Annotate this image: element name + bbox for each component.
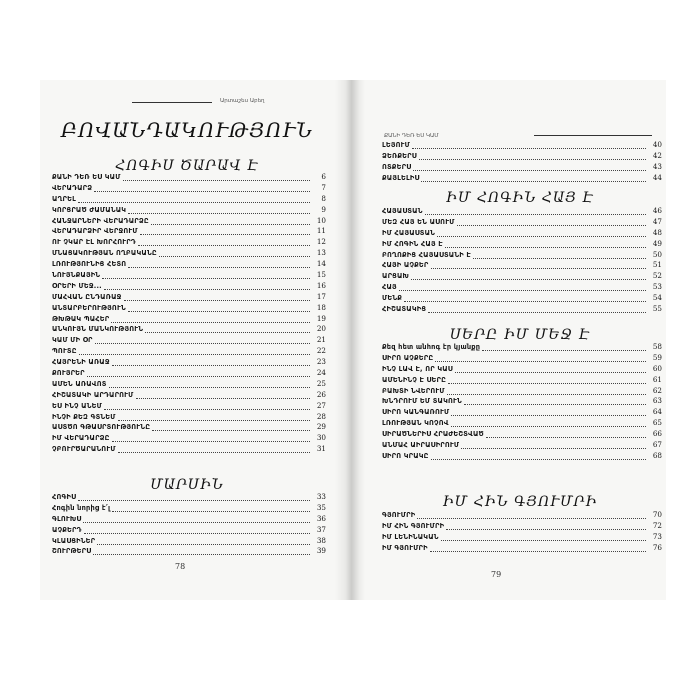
toc-dot-leader (79, 352, 310, 355)
toc-dot-leader (451, 424, 646, 427)
toc-dot-leader (399, 288, 646, 291)
toc-entry-title: ԿՈՐՑՐԱԾ ԺԱՄԱՆԱԿ (52, 205, 127, 214)
toc-entry (382, 451, 662, 462)
section-title-im-hin-gyumri: ԻՄ ՀԻՆ ԳՅՈՒՄՐԻ (442, 494, 598, 510)
toc-entry-title: ՄԵՆՔ (382, 294, 403, 303)
page-number-left: 78 (175, 562, 186, 571)
running-head-book-title: ՔԱՆԻ ԴԵՌ ԵՍ ԿԱՄ (384, 133, 439, 139)
toc-entry (52, 546, 326, 557)
toc-dot-leader (112, 439, 310, 442)
toc-entry-page: 70 (652, 510, 662, 519)
toc-dot-leader (95, 341, 310, 344)
toc-dot-leader (445, 245, 646, 248)
toc-entry (52, 172, 326, 183)
toc-entry (382, 304, 662, 315)
toc-entry-title: ՀԱՅԱՍՏԱՆ (382, 207, 423, 215)
toc-dot-leader (104, 407, 310, 410)
toc-entry (52, 422, 326, 433)
toc-dot-leader (102, 276, 310, 279)
toc-entry-title: ԹԽԹԱԿ ՊԱՀԵՐ (52, 314, 110, 323)
toc-entry-title: ԳՅՈՒՄՐԻ (382, 511, 416, 519)
toc-entry (52, 412, 326, 423)
toc-entry-page: 31 (316, 444, 326, 454)
toc-entry-page: 47 (652, 216, 662, 226)
toc-entry (52, 368, 326, 379)
toc-entry (382, 151, 662, 162)
toc-entry-page: 68 (652, 450, 662, 460)
toc-entry-page: 39 (316, 546, 326, 556)
section-title-im-hogin-hay-e: ԻՄ ՀՈԳԻՆ ՀԱՅ Է (446, 190, 594, 206)
toc-entry (52, 525, 326, 536)
toc-entry (382, 271, 662, 282)
toc-entry-title: ԿԱՄ ՄԻ ՕՐ (52, 336, 93, 345)
toc-dot-leader (87, 374, 310, 377)
toc-entry (382, 250, 662, 261)
toc-entry (52, 357, 326, 368)
toc-entry-page: 26 (316, 389, 326, 399)
toc-entry-page: 7 (321, 182, 326, 192)
toc-entry (52, 536, 326, 547)
toc-entry-page: 67 (652, 440, 662, 450)
toc-entry-page: 18 (316, 302, 326, 312)
toc-entry-page: 30 (316, 433, 326, 443)
toc-entry-page: 44 (652, 172, 662, 182)
toc-entry (382, 407, 662, 418)
toc-entry (52, 303, 326, 314)
toc-entry (382, 440, 662, 451)
toc-entry-page: 43 (652, 161, 662, 171)
toc-list-section-1 (52, 172, 326, 455)
toc-entry-page: 11 (316, 226, 326, 236)
toc-entry-page: 60 (652, 363, 662, 373)
toc-dot-leader (128, 265, 310, 268)
toc-dot-leader (435, 359, 646, 362)
toc-entry-page: 63 (652, 396, 662, 406)
toc-entry-title: ՔՈՒՅՐԵՐ (52, 369, 85, 378)
toc-list-section-2 (52, 492, 326, 557)
toc-entry (382, 206, 662, 217)
toc-entry (382, 342, 662, 353)
toc-entry (52, 492, 326, 503)
toc-dot-leader (93, 552, 310, 555)
toc-entry-title: ԻՄ ՀԻՆ ԳՅՈՒՄՐԻ (382, 521, 445, 530)
toc-entry-page: 20 (316, 324, 326, 334)
toc-entry-page: 6 (321, 172, 326, 181)
toc-dot-leader (109, 385, 311, 388)
toc-entry-title: ՎԵՐԱԴԱՐՁ (52, 183, 93, 192)
toc-dot-leader (151, 222, 310, 225)
toc-entry (382, 375, 662, 386)
toc-entry-title: ԻՄ ԼԵՆԻՆԱԿԱՆ (382, 532, 439, 541)
section-title-marsin: ՄԱՐՍԻՆ (150, 477, 224, 493)
toc-entry-title: ԱՐՑԱԽ (382, 272, 410, 281)
toc-entry-title: ՍԻՐՈ ԿՐԱԿԸ (382, 451, 429, 460)
toc-entry (52, 503, 326, 514)
toc-dot-leader (419, 157, 646, 160)
page-number-right: 79 (491, 570, 502, 579)
toc-entry (52, 205, 326, 216)
toc-entry-title: ԱՆՄԱՀ ԱԻՐԱՍԻՐՈՒՄ (382, 441, 460, 450)
toc-dot-leader (421, 179, 646, 182)
toc-dot-leader (112, 363, 310, 366)
toc-entry-title: ԼՌՈՒԹՅԱՆ ԿՈՉՈՎ (382, 419, 449, 428)
toc-entry-title: ՀԻՇԱՏԱԿԻՑ (382, 305, 427, 314)
toc-entry-page: 24 (316, 368, 326, 378)
toc-entry (382, 228, 662, 239)
toc-entry (52, 346, 326, 357)
toc-entry-title: ՀԱՅ (382, 283, 397, 292)
toc-entry-page: 40 (652, 140, 662, 149)
toc-dot-leader (461, 446, 646, 449)
toc-entry (52, 514, 326, 525)
toc-entry-page: 61 (652, 374, 662, 384)
toc-entry-title: ՀԱՅՐԵՆԻ ԱՌԱՋ (52, 358, 110, 367)
toc-entry (52, 183, 326, 194)
toc-entry-title: ԱՆՏԱՐԲԵՐՈՒԹՅՈՒՆ (52, 303, 126, 312)
toc-dot-leader (128, 309, 310, 312)
toc-entry-page: 48 (652, 227, 662, 237)
toc-entry-page: 13 (316, 248, 326, 258)
toc-dot-leader (425, 212, 646, 215)
toc-entry (382, 239, 662, 250)
toc-dot-leader (430, 549, 646, 552)
toc-entry-title: ԵՍ ԻՆՉ ԱՆԵՄ (52, 401, 103, 410)
toc-entry-page: 62 (652, 385, 662, 395)
toc-entry-title: ԻՄ ԳՅՈՒՄՐԻ (382, 543, 428, 552)
toc-dot-leader (136, 396, 310, 399)
toc-entry-title: ՍԻՐՈ ԱՉՔԵՐԸ (382, 353, 434, 362)
toc-entry-title: ԻՆՉԻ ՔԵԶ ԳՏՆԵՄ (52, 412, 116, 421)
toc-entry (52, 248, 326, 259)
toc-entry (52, 401, 326, 412)
toc-dot-leader (447, 392, 646, 395)
toc-entry-title: ԲԱԽՏԻ ՆՎԵՐՈՒՄ (382, 386, 445, 395)
toc-entry-page: 72 (652, 520, 662, 530)
toc-entry-page: 51 (652, 260, 662, 270)
toc-dot-leader (441, 538, 646, 541)
toc-entry-page: 27 (316, 400, 326, 410)
toc-dot-leader (473, 256, 646, 259)
toc-entry-title: ՊՈՒՏԸ (52, 347, 77, 356)
toc-entry-page: 76 (652, 542, 662, 552)
toc-entry (382, 386, 662, 397)
toc-entry (382, 162, 662, 173)
toc-entry-title: ԿԼԱՍՑԻՆԵՐ (52, 536, 96, 545)
toc-entry-title: ՀԱՅԻ ԱՉՔԵՐ (382, 261, 429, 270)
page-title: ԲՈՎԱՆԴԱԿՈՒԹՅՈՒՆ (61, 118, 313, 142)
toc-entry (382, 140, 662, 151)
toc-dot-leader (464, 402, 646, 405)
toc-entry-title: ԻՄ ՎԵՐԱԴԱՐՁԸ (52, 434, 110, 443)
toc-entry-title: ՔԱՆԻ ԴԵՌ ԵՍ ԿԱՄ (52, 173, 121, 181)
toc-entry-page: 9 (321, 204, 326, 214)
toc-entry-title: ԱՄԵՆ ԱՌԱՎՈՏ (52, 379, 107, 388)
toc-dot-leader (111, 320, 310, 323)
toc-entry-title: ՁԵՌՔԵՐՍ (382, 151, 417, 160)
toc-entry (52, 433, 326, 444)
toc-entry-title: ԻՄ ՀՈԳԻՆ ՀԱՅ Է (382, 239, 443, 248)
toc-entry (382, 353, 662, 364)
toc-entry-title: ԽՆԴՐՈՒՄ ԵՄ ՏԱԿՈՒՆ (382, 397, 462, 406)
toc-entry-page: 65 (652, 418, 662, 428)
toc-entry-page: 53 (652, 282, 662, 292)
toc-dot-leader (417, 516, 646, 519)
toc-entry-title: ՈՏՔԵՐՍ (382, 162, 412, 171)
toc-entry-page: 10 (316, 215, 326, 225)
toc-entry-page: 42 (652, 150, 662, 160)
toc-entry (382, 418, 662, 429)
toc-dot-leader (159, 254, 310, 257)
toc-entry (382, 429, 662, 440)
toc-dot-leader (413, 168, 646, 171)
toc-dot-leader (412, 146, 646, 149)
toc-entry-page: 52 (652, 271, 662, 281)
toc-dot-leader (123, 178, 310, 181)
toc-dot-leader (94, 189, 310, 192)
toc-entry (382, 510, 662, 521)
toc-entry-page: 25 (316, 378, 326, 388)
toc-entry-title: ԱՆԿՈՒՅՆ ՄԱՆԿՈՒԹՅՈՒՆ (52, 325, 144, 334)
toc-entry-title: ՆՈՒՅՆՔԱՅԻՆ (52, 271, 101, 280)
toc-entry-page: 15 (316, 270, 326, 280)
toc-entry-page: 73 (652, 531, 662, 541)
toc-entry (382, 293, 662, 304)
toc-dot-leader (112, 509, 310, 512)
toc-entry-title: ԱՄԵՆԻՆՉ Է ՍԵՐԸ (382, 375, 447, 384)
toc-entry-title: ԼԵՅՈՒՄ (382, 141, 410, 149)
toc-entry (52, 270, 326, 281)
toc-dot-leader (145, 330, 310, 333)
right-page (352, 80, 666, 600)
running-head-rule-right (534, 135, 652, 136)
toc-list-section-5 (382, 510, 662, 554)
toc-dot-leader (83, 520, 310, 523)
toc-entry (52, 259, 326, 270)
running-head-author: Արտաշես Աբեղ (220, 98, 265, 104)
toc-entry-title: ՇՈՒՐԹԵՐՍ (52, 547, 92, 556)
toc-entry-title: ՎԵՐԱԴԱՐՁԻՐ ՎԵՐՋՈՒՄ (52, 227, 138, 236)
toc-entry (52, 335, 326, 346)
toc-entry-title: ԲՈՂՈՔԻՑ ՀԱՅԱՍՏԱՆԻ Է (382, 250, 471, 259)
toc-entry (52, 281, 326, 292)
toc-entry (52, 237, 326, 248)
toc-entry-page: 46 (652, 206, 662, 215)
toc-entry-page: 28 (316, 411, 326, 421)
toc-dot-leader (486, 435, 646, 438)
toc-entry-page: 36 (316, 513, 326, 523)
toc-entry-page: 54 (652, 293, 662, 303)
toc-entry-page: 37 (316, 524, 326, 534)
toc-entry (52, 324, 326, 335)
toc-entry-title: ՔԱՅԼԵԼԻՍ (382, 173, 420, 182)
toc-entry-page: 59 (652, 352, 662, 362)
toc-entry-title: ԱՍՏԾՈ ԳԹԱՍՐՏՈՒԹՅՈՒՆԸ (52, 423, 151, 432)
toc-entry (382, 364, 662, 375)
toc-entry-title: ՄՆԱՑԱԿՈՒԹՅԱՆ ՈՂԲԱԿԱՆԸ (52, 249, 157, 258)
section-title-sery-im-mej-e: ՍԵՐԸ ԻՄ ՄԵՋ Է (449, 327, 591, 343)
toc-entry (52, 390, 326, 401)
toc-dot-leader (457, 223, 646, 226)
toc-entry-title: ՉԲՈՒՐԾԱՐԱՆՈՒՄ (52, 445, 116, 454)
toc-dot-leader (140, 232, 310, 235)
left-page (40, 80, 340, 600)
toc-dot-leader (431, 266, 646, 269)
toc-entry-page: 55 (652, 304, 662, 314)
toc-entry-title: ՄԱՀՎԱՆ ԸՆԴԱՌԱՋ (52, 292, 122, 301)
toc-dot-leader (118, 418, 310, 421)
toc-entry (382, 521, 662, 532)
toc-entry-title: ՍԻՐՈ ԿԱՆԳԱՌՈՒՄ (382, 408, 450, 417)
toc-entry-title: ԻՄ ՀԱՅԱՍՏԱՆ (382, 228, 436, 237)
toc-dot-leader (428, 310, 646, 313)
toc-entry-title: ԻՆՉ ԼԱՎ Է, ՈՐ ԿԱՍ (382, 364, 453, 373)
toc-entry-page: 23 (316, 357, 326, 367)
toc-entry-page: 29 (316, 422, 326, 432)
toc-entry-page: 64 (652, 407, 662, 417)
toc-entry-title: ՀՈԳԻՍ (52, 493, 77, 501)
toc-entry-page: 35 (316, 502, 326, 512)
toc-entry-page: 8 (321, 193, 326, 203)
toc-entry-page: 58 (652, 342, 662, 351)
toc-dot-leader (78, 200, 310, 203)
toc-entry (52, 194, 326, 205)
toc-list-continued (382, 140, 662, 184)
toc-entry (52, 314, 326, 325)
toc-entry (52, 444, 326, 455)
toc-dot-leader (451, 413, 646, 416)
toc-entry-title: ՄԵԶ ՀԱՅ ԵՆ ԱՍՈՒՄ (382, 217, 455, 226)
toc-dot-leader (455, 370, 646, 373)
toc-entry (52, 292, 326, 303)
toc-entry-title: ՍԻՐԱԾՆԵՐԻՍ ՀՐԱԺԵՇՏՎԱԾ (382, 430, 484, 439)
toc-dot-leader (437, 234, 646, 237)
toc-entry (52, 216, 326, 227)
toc-entry (52, 226, 326, 237)
toc-entry-page: 50 (652, 249, 662, 259)
toc-entry-page: 16 (316, 280, 326, 290)
toc-dot-leader (152, 428, 310, 431)
toc-entry-title: ՀԻՇԱՏԱԿԻ ԱՐԴԱՐՈՒՄ (52, 390, 134, 399)
toc-entry (382, 260, 662, 271)
toc-entry (382, 396, 662, 407)
toc-entry-page: 22 (316, 346, 326, 356)
toc-entry-page: 19 (316, 313, 326, 323)
section-title-hogis-tsarav-e: ՀՈԳԻՍ ԾԱՐԱՎ Է (115, 158, 259, 174)
toc-dot-leader (84, 531, 310, 534)
toc-entry-title: ՀԱՆՋԱՐՆԵՐԻ ՎԵՐԱԴԱՐՁԸ (52, 216, 149, 225)
toc-entry (382, 173, 662, 184)
toc-entry-title: ԱՂՐԵԼ (52, 194, 76, 203)
toc-entry-page: 49 (652, 238, 662, 248)
toc-entry-title: Քեզ հետ անհոգ էր կյանքը (382, 343, 481, 351)
toc-entry (382, 217, 662, 228)
toc-entry-page: 21 (316, 335, 326, 345)
toc-dot-leader (118, 450, 310, 453)
toc-dot-leader (482, 348, 646, 351)
toc-entry-title: ԱՉՔԵՐԴ (52, 525, 82, 534)
toc-dot-leader (404, 299, 646, 302)
toc-entry-title: ԳԼՈՒԽՍ (52, 514, 82, 523)
toc-dot-leader (431, 457, 646, 460)
toc-entry-page: 33 (316, 492, 326, 501)
running-head-rule (132, 102, 212, 103)
toc-entry-page: 66 (652, 429, 662, 439)
toc-entry-title: Հոգին նորից է՛լ (52, 503, 111, 512)
toc-entry (382, 282, 662, 293)
toc-entry (52, 379, 326, 390)
toc-list-section-4 (382, 342, 662, 462)
toc-dot-leader (128, 211, 310, 214)
toc-entry-title: ԼՌՈՒԹՅՈՒՆԻՑ ՀԵՏՈ (52, 260, 127, 269)
toc-entry (382, 532, 662, 543)
toc-dot-leader (78, 498, 310, 501)
toc-dot-leader (448, 381, 646, 384)
toc-entry-page: 17 (316, 291, 326, 301)
toc-dot-leader (138, 243, 310, 246)
toc-entry-title: ՈՒ ՉԿԱՐ ԷԼ ԽՈՐՀՈՒՐԴ (52, 238, 136, 247)
toc-list-section-3 (382, 206, 662, 315)
toc-dot-leader (411, 277, 646, 280)
toc-entry (382, 543, 662, 554)
toc-entry-page: 38 (316, 535, 326, 545)
toc-dot-leader (104, 287, 310, 290)
toc-entry-page: 14 (316, 259, 326, 269)
book-spread (40, 80, 666, 600)
toc-dot-leader (446, 527, 646, 530)
toc-entry-page: 12 (316, 237, 326, 247)
toc-entry-title: ՕՐԵՐԻ ՄԵՋ... (52, 281, 102, 290)
toc-dot-leader (124, 298, 310, 301)
toc-dot-leader (97, 542, 310, 545)
